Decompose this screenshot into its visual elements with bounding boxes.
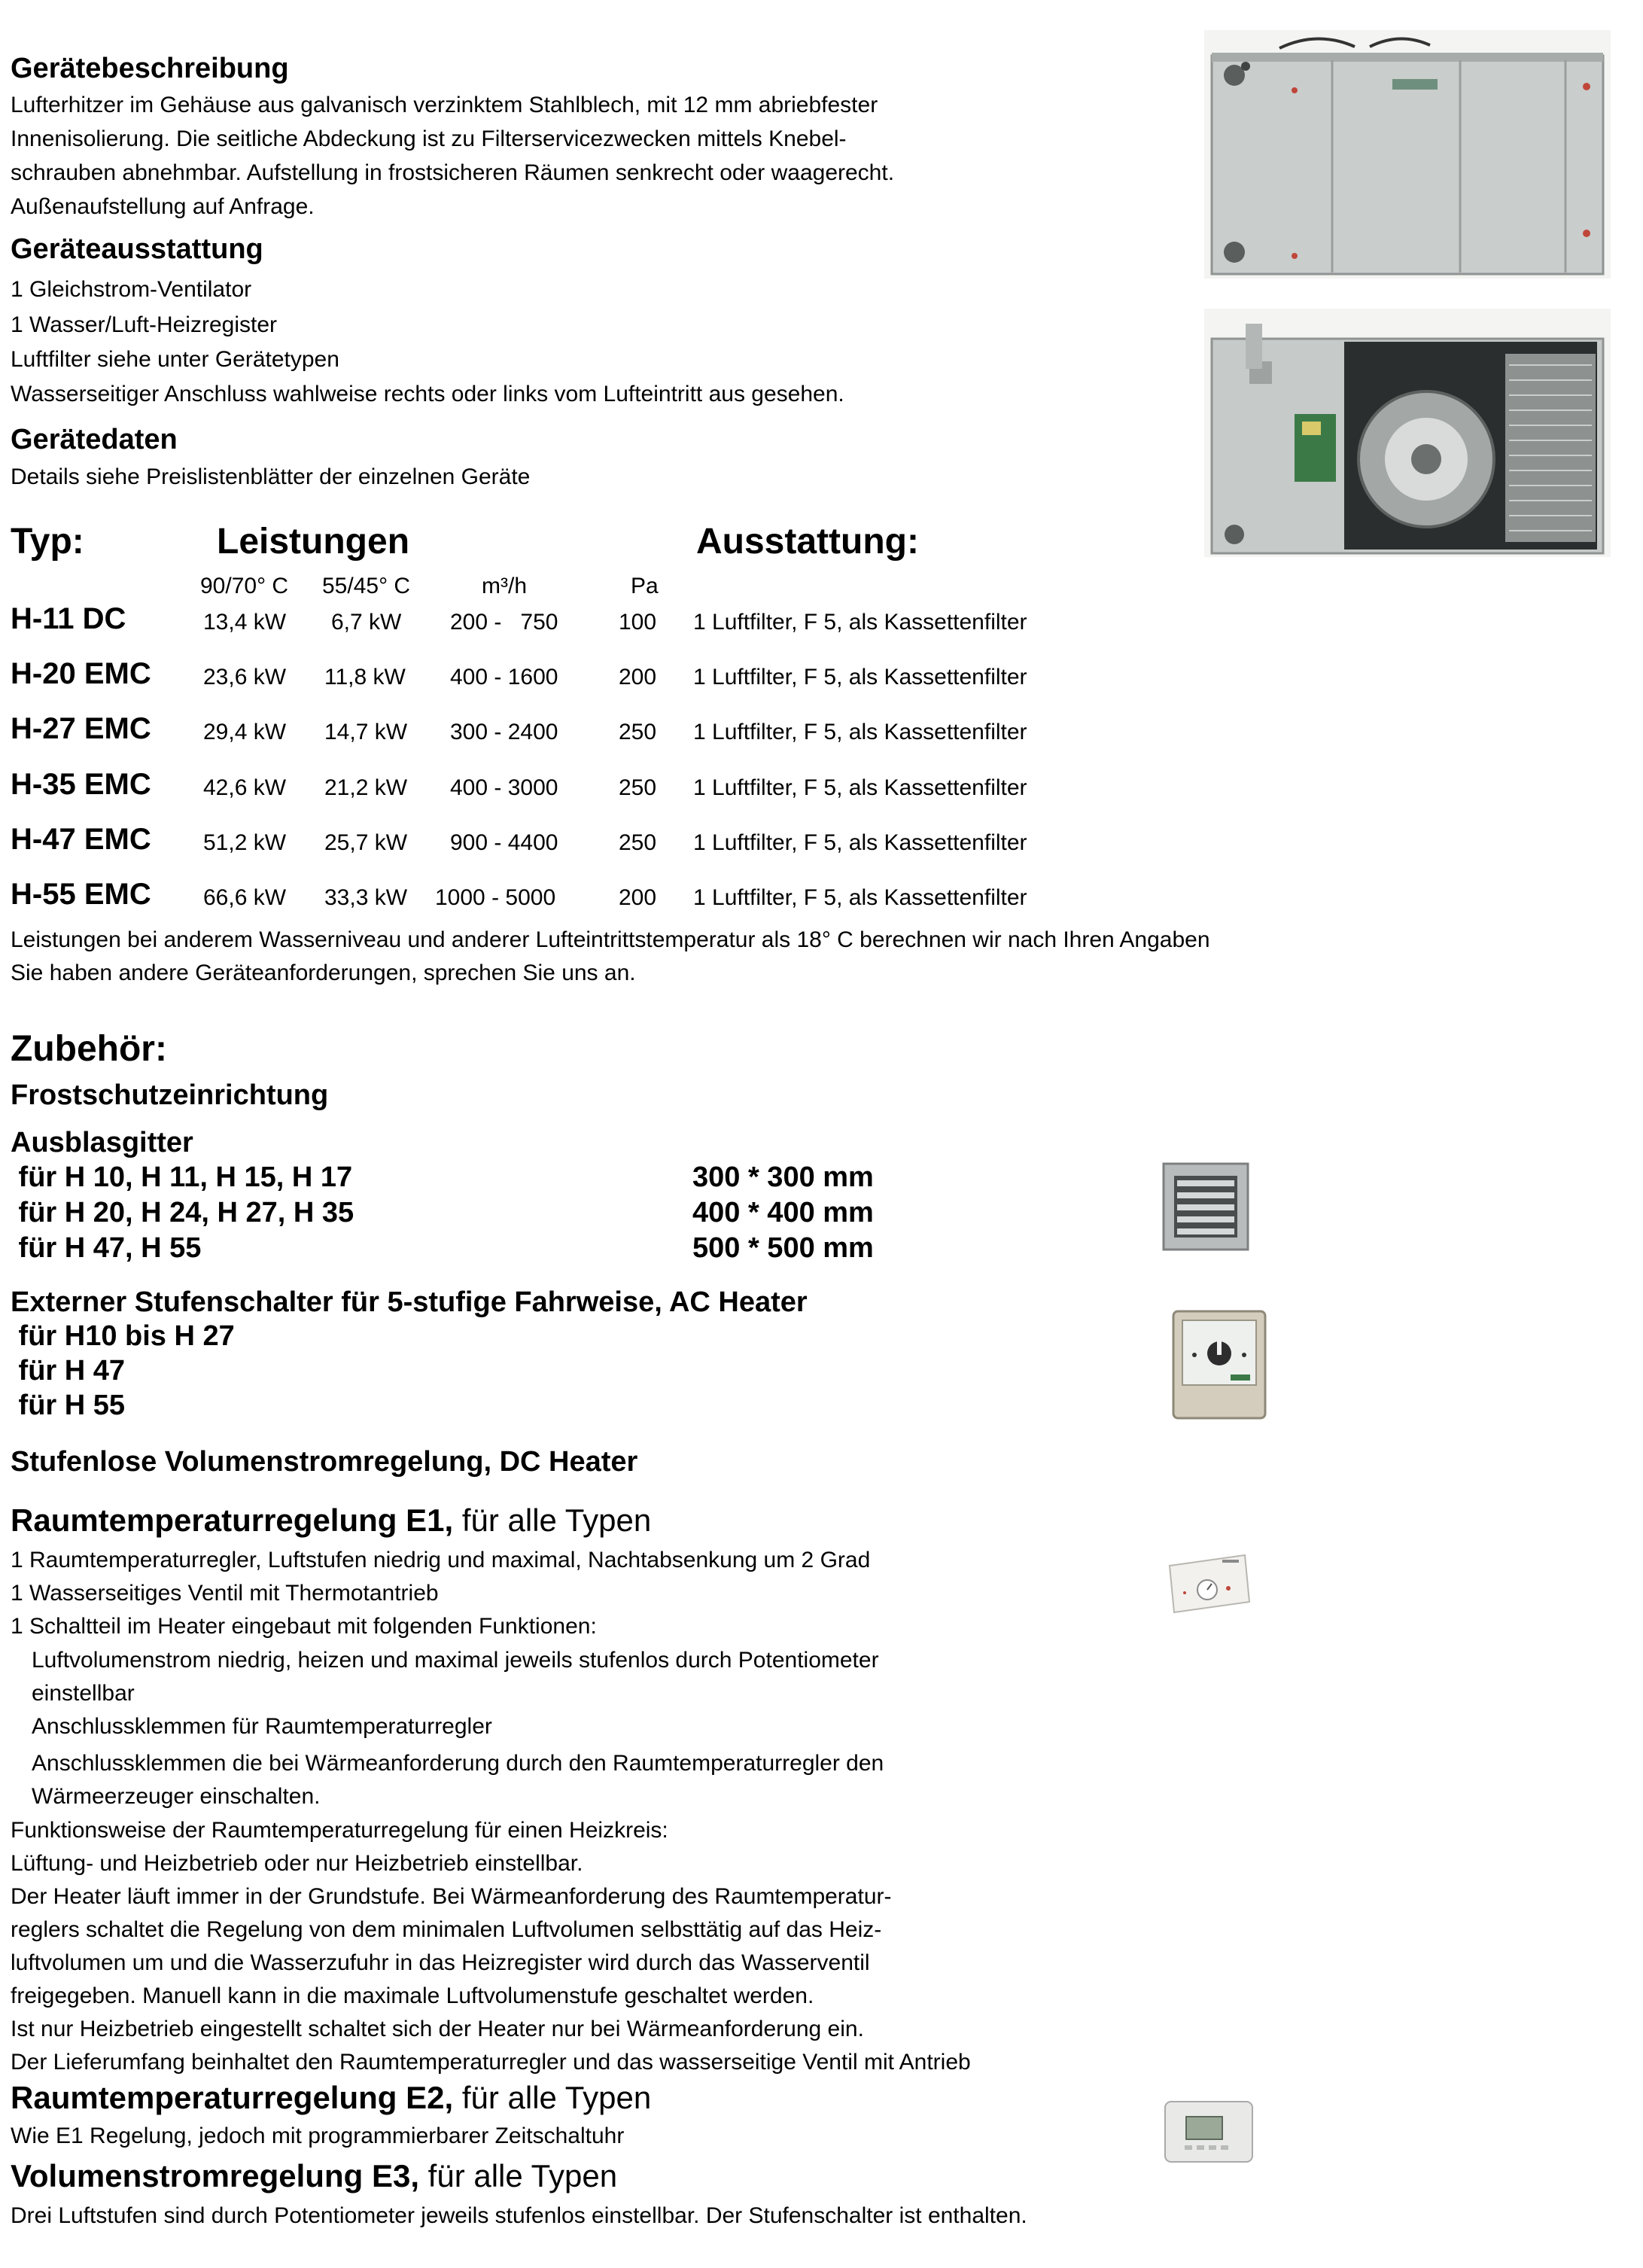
data-line: Details siehe Preislistenblätter der einzelnen Geräte bbox=[11, 464, 531, 489]
row-typ: H-35 EMC bbox=[11, 768, 151, 801]
stufenlos-heading: Stufenlose Volumenstromregelung, DC Heater bbox=[11, 1446, 638, 1478]
row-equipment: 1 Luftfilter, F 5, als Kassettenfilter bbox=[693, 665, 1027, 690]
accessories-heading: Zubehör: bbox=[11, 1029, 167, 1069]
row-flow: 300 - 2400 bbox=[450, 720, 558, 744]
row-typ: H-27 EMC bbox=[11, 712, 151, 745]
subheader-pa: Pa bbox=[631, 574, 659, 598]
e1-line: 1 Schaltteil im Heater eingebaut mit folgenden Funktionen: bbox=[11, 1614, 597, 1639]
row-pa: 100 bbox=[619, 610, 657, 635]
row-kw90: 23,6 kW bbox=[203, 665, 287, 690]
grille-row-size: 300 * 300 mm bbox=[692, 1161, 874, 1193]
grille-row-label: für H 10, H 11, H 15, H 17 bbox=[11, 1161, 353, 1193]
row-kw55: 6,7 kW bbox=[331, 610, 402, 635]
switch-line: für H 55 bbox=[11, 1390, 126, 1421]
switch-line: für H10 bis H 27 bbox=[11, 1320, 235, 1352]
row-flow: 200 - 750 bbox=[450, 610, 558, 635]
subheader-55-45: 55/45° C bbox=[322, 574, 411, 598]
e1-sub-line: Wärmeerzeuger einschalten. bbox=[32, 1784, 321, 1809]
table-header-ausstattung: Ausstattung: bbox=[696, 522, 919, 562]
e1-function-line: Der Heater läuft immer in der Grundstufe. Bei Wärmeanforderung des Raumtemperatur- bbox=[11, 1884, 892, 1909]
thermostat-e2-photo bbox=[1162, 2099, 1255, 2165]
table-header-typ: Typ: bbox=[11, 522, 84, 562]
row-kw90: 13,4 kW bbox=[203, 610, 287, 635]
e1-sub-line: Anschlussklemmen die bei Wärmeanforderung durch den Raumtemperaturregler den bbox=[32, 1751, 884, 1776]
heater-open-photo bbox=[1204, 309, 1611, 557]
row-flow: 400 - 1600 bbox=[450, 665, 558, 690]
grille-row-label: für H 47, H 55 bbox=[11, 1232, 202, 1264]
e1-sub-line: einstellbar bbox=[32, 1681, 135, 1706]
e2-title bbox=[11, 2080, 651, 2116]
row-flow: 1000 - 5000 bbox=[435, 885, 556, 910]
e2-title-bold: Raumtemperaturregelung E2, bbox=[11, 2080, 454, 2115]
table-note: Sie haben andere Geräteanforderungen, sprechen Sie uns an. bbox=[11, 960, 636, 985]
equipment-line: 1 Wasser/Luft-Heizregister bbox=[11, 312, 277, 337]
grille-row-size: 400 * 400 mm bbox=[692, 1197, 874, 1228]
e1-function-line: Ist nur Heizbetrieb eingestellt schaltet sich der Heater nur bei Wärmeanforderung ein. bbox=[11, 2017, 864, 2041]
switch-line: für H 47 bbox=[11, 1355, 126, 1387]
row-kw90: 66,6 kW bbox=[203, 885, 287, 910]
e1-title bbox=[11, 1502, 651, 1539]
e1-title-rest: für alle Typen bbox=[453, 1502, 652, 1538]
e2-title-rest: für alle Typen bbox=[453, 2080, 652, 2115]
row-kw55: 21,2 kW bbox=[324, 775, 408, 800]
e1-function-line: freigegeben. Manuell kann in die maximale Luftvolumenstufe geschaltet werden. bbox=[11, 1983, 814, 2008]
e3-title-rest: für alle Typen bbox=[419, 2158, 618, 2193]
row-flow: 900 - 4400 bbox=[450, 830, 558, 855]
row-kw90: 42,6 kW bbox=[203, 775, 287, 800]
row-equipment: 1 Luftfilter, F 5, als Kassettenfilter bbox=[693, 885, 1027, 910]
row-pa: 250 bbox=[619, 720, 657, 744]
grille-photo bbox=[1161, 1159, 1251, 1253]
equipment-line: Luftfilter siehe unter Gerätetypen bbox=[11, 347, 339, 372]
description-line: Lufterhitzer im Gehäuse aus galvanisch verzinktem Stahlblech, mit 12 mm abriebfester bbox=[11, 93, 878, 117]
row-kw55: 14,7 kW bbox=[324, 720, 408, 744]
data-heading: Gerätedaten bbox=[11, 424, 178, 455]
row-typ: H-11 DC bbox=[11, 602, 126, 635]
row-equipment: 1 Luftfilter, F 5, als Kassettenfilter bbox=[693, 610, 1027, 635]
e1-sub-line: Anschlussklemmen für Raumtemperaturregler bbox=[32, 1714, 492, 1739]
row-kw55: 11,8 kW bbox=[324, 665, 406, 690]
row-equipment: 1 Luftfilter, F 5, als Kassettenfilter bbox=[693, 775, 1027, 800]
e1-function-line: Funktionsweise der Raumtemperaturregelung für einen Heizkreis: bbox=[11, 1818, 668, 1843]
e3-title bbox=[11, 2158, 617, 2194]
row-pa: 200 bbox=[619, 665, 657, 690]
e2-line: Wie E1 Regelung, jedoch mit programmierbarer Zeitschaltuhr bbox=[11, 2123, 625, 2148]
row-equipment: 1 Luftfilter, F 5, als Kassettenfilter bbox=[693, 720, 1027, 744]
grille-row-label: für H 20, H 24, H 27, H 35 bbox=[11, 1197, 354, 1228]
e1-function-line: reglers schaltet die Regelung von dem minimalen Luftvolumen selbsttätig auf das Heiz- bbox=[11, 1917, 882, 1942]
row-kw55: 25,7 kW bbox=[324, 830, 408, 855]
row-typ: H-55 EMC bbox=[11, 878, 151, 911]
description-heading: Gerätebeschreibung bbox=[11, 53, 289, 84]
table-note: Leistungen bei anderem Wasserniveau und anderer Lufteintrittstemperatur als 18° C berechnen wir nach Ihren Angaben bbox=[11, 927, 1210, 952]
heater-closed-photo bbox=[1204, 30, 1611, 279]
e1-function-line: Der Lieferumfang beinhaltet den Raumtemperaturregler und das wasserseitige Ventil mit Antrieb bbox=[11, 2050, 971, 2075]
e3-title-bold: Volumenstromregelung E3, bbox=[11, 2158, 419, 2193]
e3-line: Drei Luftstufen sind durch Potentiometer jeweils stufenlos einstellbar. Der Stufenschalter ist enthalten. bbox=[11, 2203, 1027, 2228]
subheader-m3h: m³/h bbox=[482, 574, 527, 598]
description-line: schrauben abnehmbar. Aufstellung in frostsicheren Räumen senkrecht oder waagerecht. bbox=[11, 160, 895, 185]
row-typ: H-47 EMC bbox=[11, 823, 151, 856]
row-kw90: 51,2 kW bbox=[203, 830, 287, 855]
row-equipment: 1 Luftfilter, F 5, als Kassettenfilter bbox=[693, 830, 1027, 855]
e1-sub-line: Luftvolumenstrom niedrig, heizen und maximal jeweils stufenlos durch Potentiometer bbox=[32, 1648, 879, 1673]
switch-heading: Externer Stufenschalter für 5-stufige Fahrweise, AC Heater bbox=[11, 1286, 808, 1318]
row-pa: 200 bbox=[619, 885, 657, 910]
equipment-heading: Geräteausstattung bbox=[11, 233, 263, 265]
e1-line: 1 Wasserseitiges Ventil mit Thermotantrieb bbox=[11, 1581, 439, 1606]
description-line: Außenaufstellung auf Anfrage. bbox=[11, 194, 315, 219]
row-kw90: 29,4 kW bbox=[203, 720, 287, 744]
subheader-90-70: 90/70° C bbox=[200, 574, 289, 598]
table-header-leistungen: Leistungen bbox=[217, 522, 410, 562]
thermostat-e1-photo bbox=[1164, 1549, 1254, 1617]
step-switch-photo bbox=[1170, 1308, 1268, 1421]
description-line: Innenisolierung. Die seitliche Abdeckung ist zu Filterservicezwecken mittels Knebel- bbox=[11, 126, 847, 151]
equipment-line: 1 Gleichstrom-Ventilator bbox=[11, 277, 252, 302]
e1-function-line: Lüftung- und Heizbetrieb oder nur Heizbetrieb einstellbar. bbox=[11, 1851, 583, 1876]
row-kw55: 33,3 kW bbox=[324, 885, 408, 910]
grille-heading: Ausblasgitter bbox=[11, 1127, 193, 1158]
frost-protection: Frostschutzeinrichtung bbox=[11, 1079, 329, 1111]
e1-function-line: luftvolumen um und die Wasserzufuhr in das Heizregister wird durch das Wasserventil bbox=[11, 1950, 870, 1975]
row-typ: H-20 EMC bbox=[11, 657, 151, 690]
row-flow: 400 - 3000 bbox=[450, 775, 558, 800]
grille-row-size: 500 * 500 mm bbox=[692, 1232, 874, 1264]
row-pa: 250 bbox=[619, 775, 657, 800]
equipment-line: Wasserseitiger Anschluss wahlweise rechts oder links vom Lufteintritt aus gesehen. bbox=[11, 382, 844, 406]
row-pa: 250 bbox=[619, 830, 657, 855]
e1-line: 1 Raumtemperaturregler, Luftstufen niedrig und maximal, Nachtabsenkung um 2 Grad bbox=[11, 1548, 871, 1572]
e1-title-bold: Raumtemperaturregelung E1, bbox=[11, 1502, 454, 1538]
